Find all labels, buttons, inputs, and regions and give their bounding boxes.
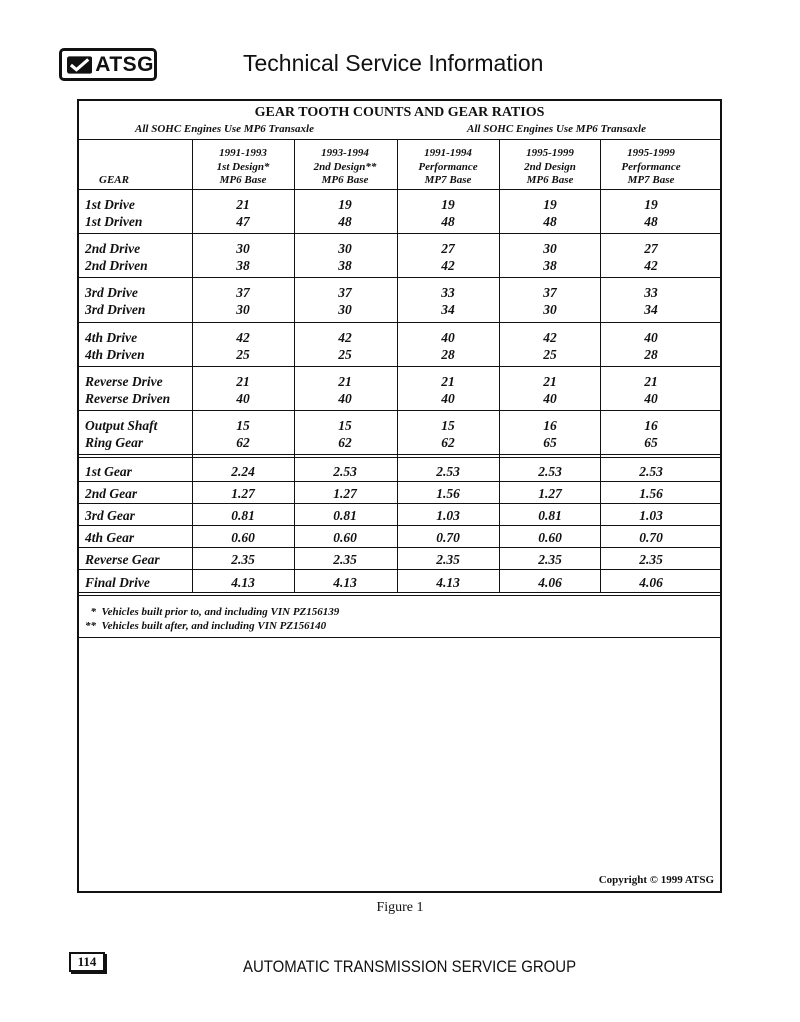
footer-org: AUTOMATIC TRANSMISSION SERVICE GROUP: [243, 957, 577, 976]
logo-text: ATSG: [95, 52, 154, 76]
column-header-line: 2nd Design**: [313, 160, 377, 173]
table-rule: [79, 637, 720, 638]
table-rule: [79, 457, 720, 458]
gear-ratio: 2.35: [639, 552, 663, 567]
tooth-count: 38: [236, 258, 250, 273]
column-header: [499, 147, 601, 188]
tooth-count: 30: [338, 302, 352, 317]
footnote: * Vehicles built prior to, and including VIN PZ156139: [85, 606, 340, 618]
column-header: [397, 147, 499, 188]
tooth-count: 37: [543, 285, 557, 300]
column-header: [192, 147, 294, 188]
ratio-label: 2nd Gear: [85, 486, 138, 501]
column-header-line: 1991-1993: [219, 147, 267, 159]
tooth-count: 40: [441, 391, 455, 406]
table-rule: [79, 322, 720, 323]
gear-label: Reverse Driven: [85, 391, 171, 406]
figure-caption: Figure 1: [376, 900, 424, 915]
gear-label: 1st Drive: [85, 197, 135, 212]
tooth-count: 28: [441, 347, 455, 362]
table-rule: [79, 233, 720, 234]
gear-label: 2nd Driven: [85, 258, 148, 273]
tooth-count: 30: [543, 241, 557, 256]
table-subtitle-left: All SOHC Engines Use MP6 Transaxle: [135, 123, 314, 135]
tooth-count: 37: [236, 285, 250, 300]
gear-ratio: 4.06: [538, 575, 562, 590]
tooth-count: 40: [543, 391, 557, 406]
tooth-count: 25: [543, 347, 557, 362]
tooth-count: 48: [543, 214, 557, 229]
tooth-count: 62: [441, 435, 455, 450]
column-header-line: MP6 Base: [526, 174, 574, 186]
gear-ratio: 2.53: [333, 464, 357, 479]
column-header: [600, 147, 702, 188]
gear-ratio: 2.35: [538, 552, 562, 567]
gear-ratio: 0.70: [639, 530, 663, 545]
tooth-count: 15: [441, 418, 455, 433]
tooth-count: 21: [441, 374, 455, 389]
tooth-count: 19: [441, 197, 455, 212]
tooth-count: 27: [644, 241, 658, 256]
column-header: [294, 147, 396, 188]
gear-ratio: 2.35: [333, 552, 357, 567]
gear-label: 2nd Drive: [85, 241, 141, 256]
gear-label: Reverse Drive: [85, 374, 163, 389]
ratio-label: Reverse Gear: [85, 552, 160, 567]
tooth-count: 40: [338, 391, 352, 406]
tooth-count: 38: [543, 258, 557, 273]
footnote: ** Vehicles built after, and including VIN PZ156140: [85, 620, 327, 632]
tooth-count: 42: [543, 330, 557, 345]
tooth-count: 15: [236, 418, 250, 433]
gear-label: 3rd Driven: [85, 302, 146, 317]
gear-label: Output Shaft: [85, 418, 158, 433]
gear-column-header: GEAR: [99, 174, 129, 186]
tooth-count: 21: [236, 197, 250, 212]
tooth-count: 33: [644, 285, 658, 300]
gear-label: 3rd Drive: [85, 285, 138, 300]
footnotes: [85, 605, 339, 633]
gear-ratio: 0.60: [333, 530, 357, 545]
tooth-count: 21: [543, 374, 557, 389]
tooth-count: 30: [236, 241, 250, 256]
table-rule: [79, 366, 720, 367]
table-rule: [79, 139, 720, 140]
gear-ratio: 2.53: [538, 464, 562, 479]
column-header-line: 1991-1994: [424, 147, 472, 159]
ratio-label: Final Drive: [85, 575, 150, 590]
gear-ratio: 1.03: [639, 508, 663, 523]
tooth-count: 25: [338, 347, 352, 362]
table-title: GEAR TOOTH COUNTS AND GEAR RATIOS: [254, 105, 545, 120]
gear-ratio: 4.13: [436, 575, 460, 590]
table-rule: [79, 277, 720, 278]
tooth-count: 48: [441, 214, 455, 229]
tooth-count: 34: [644, 302, 658, 317]
table-rule: [79, 595, 720, 596]
gear-label: 1st Driven: [85, 214, 143, 229]
tooth-count: 42: [338, 330, 352, 345]
page-title: Technical Service Information: [243, 50, 544, 76]
tooth-count: 48: [644, 214, 658, 229]
tooth-count: 62: [338, 435, 352, 450]
gear-ratio: 0.81: [538, 508, 562, 523]
table-rule: [79, 547, 720, 548]
ratio-label: 4th Gear: [85, 530, 135, 545]
gear-ratio: 1.03: [436, 508, 460, 523]
tooth-count: 19: [338, 197, 352, 212]
table-rule: [79, 189, 720, 190]
table-rule: [79, 569, 720, 570]
tooth-count: 40: [644, 391, 658, 406]
tooth-count: 19: [644, 197, 658, 212]
gear-ratio-table: [77, 99, 722, 893]
gear-ratio: 2.53: [436, 464, 460, 479]
gear-ratio: 1.56: [436, 486, 460, 501]
column-header-line: MP6 Base: [321, 174, 369, 186]
tooth-count: 21: [644, 374, 658, 389]
atsg-logo: [59, 48, 157, 81]
page-number: 114: [69, 952, 105, 972]
tooth-count: 65: [543, 435, 557, 450]
tooth-count: 38: [338, 258, 352, 273]
tooth-count: 34: [441, 302, 455, 317]
tooth-count: 42: [236, 330, 250, 345]
column-header-line: 1995-1999: [627, 147, 675, 159]
gear-ratio: 0.60: [538, 530, 562, 545]
column-header-line: 2nd Design: [524, 160, 576, 173]
tooth-count: 42: [441, 258, 455, 273]
tooth-count: 21: [338, 374, 352, 389]
tooth-count: 65: [644, 435, 658, 450]
gear-ratio: 2.24: [231, 464, 255, 479]
gear-ratio: 1.27: [231, 486, 255, 501]
tooth-count: 25: [236, 347, 250, 362]
gear-ratio: 1.56: [639, 486, 663, 501]
column-header-line: Performance: [621, 160, 681, 173]
table-rule: [79, 410, 720, 411]
tooth-count: 37: [338, 285, 352, 300]
gear-label: Ring Gear: [85, 435, 144, 450]
gear-ratio: 2.35: [231, 552, 255, 567]
tooth-count: 30: [236, 302, 250, 317]
tooth-count: 16: [543, 418, 557, 433]
table-rule: [79, 503, 720, 504]
tooth-count: 62: [236, 435, 250, 450]
copyright: Copyright © 1999 ATSG: [598, 874, 714, 886]
table-rule: [79, 481, 720, 482]
tooth-count: 47: [236, 214, 250, 229]
column-header-line: MP7 Base: [424, 174, 472, 186]
column-header-line: 1995-1999: [526, 147, 574, 159]
column-header-line: Performance: [418, 160, 478, 173]
checkmark-logo-icon: [67, 54, 92, 76]
tooth-count: 28: [644, 347, 658, 362]
table-rule: [79, 454, 720, 455]
tooth-count: 15: [338, 418, 352, 433]
tooth-count: 21: [236, 374, 250, 389]
tooth-count: 16: [644, 418, 658, 433]
column-header-line: MP7 Base: [627, 174, 675, 186]
tooth-count: 30: [338, 241, 352, 256]
column-header-line: 1993-1994: [321, 147, 369, 159]
gear-ratio: 4.13: [231, 575, 255, 590]
table-rule: [79, 525, 720, 526]
tooth-count: 30: [543, 302, 557, 317]
gear-ratio: 0.60: [231, 530, 255, 545]
ratio-label: 1st Gear: [85, 464, 132, 479]
tooth-count: 33: [441, 285, 455, 300]
gear-label: 4th Drive: [85, 330, 138, 345]
table-subtitle-right: All SOHC Engines Use MP6 Transaxle: [467, 123, 646, 135]
tooth-count: 40: [644, 330, 658, 345]
gear-ratio: 0.70: [436, 530, 460, 545]
gear-ratio: 0.81: [333, 508, 357, 523]
gear-ratio: 1.27: [538, 486, 562, 501]
gear-ratio: 4.13: [333, 575, 357, 590]
column-header-line: 1st Design*: [216, 160, 270, 173]
tooth-count: 40: [236, 391, 250, 406]
ratio-label: 3rd Gear: [85, 508, 135, 523]
tooth-count: 27: [441, 241, 455, 256]
tooth-count: 42: [644, 258, 658, 273]
gear-ratio: 2.35: [436, 552, 460, 567]
gear-ratio: 0.81: [231, 508, 255, 523]
column-header-line: MP6 Base: [219, 174, 267, 186]
tooth-count: 19: [543, 197, 557, 212]
gear-label: 4th Driven: [85, 347, 145, 362]
tooth-count: 40: [441, 330, 455, 345]
tooth-count: 48: [338, 214, 352, 229]
gear-ratio: 4.06: [639, 575, 663, 590]
table-rule: [79, 592, 720, 593]
gear-ratio: 1.27: [333, 486, 357, 501]
gear-ratio: 2.53: [639, 464, 663, 479]
